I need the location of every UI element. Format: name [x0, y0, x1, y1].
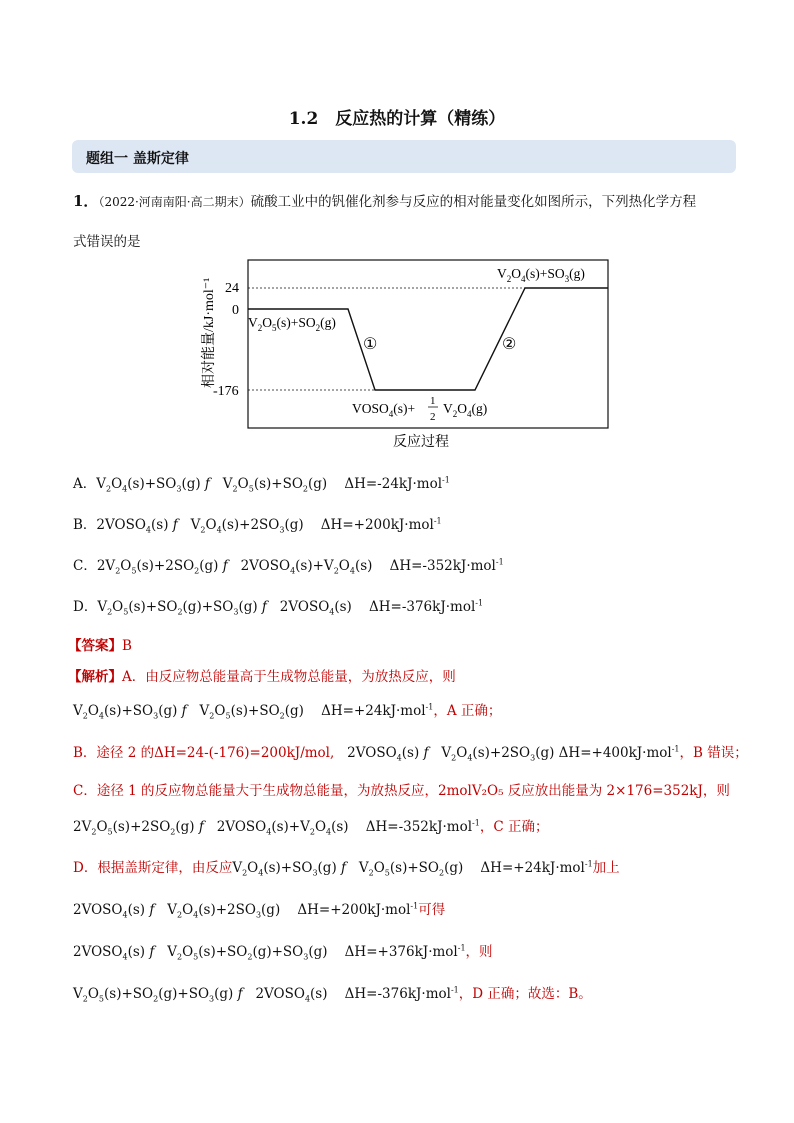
ytick-24: 24 [225, 281, 239, 296]
answer-value: B [122, 638, 132, 654]
option-a[interactable]: A．$V_2O_4(s)+SO_3(g)$ f $V_2O_5(s)+SO_2(g)$ ΔH=-24kJ·mol$^{-1}$ [73, 475, 450, 494]
analysis-a-equation: $V_2O_4(s)+SO_3(g)$ f $V_2O_5(s)+SO_2(g)$ ΔH=+24kJ·mol$^{-1}$，A 正确； [73, 702, 502, 721]
answer-tag: 【答案】 [68, 638, 122, 654]
analysis-c-equation: $2V_2O_5(s)+2SO_2(g)$ f $2VOSO_4(s)+V_2O_4(s)$ ΔH=-352kJ·mol$^{-1}$，C 正确； [73, 818, 549, 837]
y-axis-label: 相对能量/kJ·mol⁻¹ [202, 277, 217, 388]
half-numerator: 1 [430, 395, 436, 407]
x-axis-label: 反应过程 [393, 435, 449, 450]
species-v2o5-so2: $V_2O_5(s)+SO_2(g)$ [248, 315, 336, 333]
analysis-d-line: D．根据盖斯定律，由反应$V_2O_4(s)+SO_3(g)$ f $V_2O_5(s)+SO_2(g)$ ΔH=+24kJ·mol$^{-1}$加上 [73, 859, 620, 878]
question-number: 1． [73, 192, 99, 210]
question-stem-text: 硫酸工业中的钒催化剂参与反应的相对能量变化如图所示，下列热化学方程 [250, 194, 697, 210]
analysis-a-line: 【解析】A．由反应物总能量高于生成物总能量，为放热反应，则 [68, 669, 456, 685]
question-stem-line1 [73, 190, 696, 211]
analysis-b-line: B．途径 2 的ΔH=24-(-176)=200kJ/mol, $2VOSO_4(s)$ f $V_2O_4(s)+2SO_3(g)$ ΔH=+400kJ·mol$^{-1}$，B 错误； [73, 744, 748, 763]
option-c[interactable]: C．$2V_2O_5(s)+2SO_2(g)$ f $2VOSO_4(s)+V_2O_4(s)$ ΔH=-352kJ·mol$^{-1}$ [73, 557, 504, 576]
page-title: 1.2 反应热的计算（精练） [288, 109, 506, 129]
question-stem-line2: 式错误的是 [73, 234, 141, 250]
analysis-c-line: C．途径 1 的反应物总能量大于生成物总能量，为放热反应，2molV₂O₅ 反应放出能量为 2×176=352kJ，则 [73, 783, 730, 799]
option-b[interactable]: B．$2VOSO_4(s)$ f $V_2O_4(s)+2SO_3(g)$ ΔH=+200kJ·mol$^{-1}$ [73, 516, 442, 535]
species-v2o4-so3: $V_2O_4(s)+SO_3(g)$ [497, 266, 585, 284]
diagram-frame [248, 260, 608, 428]
analysis-d-eq3: $V_2O_5(s)+SO_2(g)+SO_3(g)$ f $2VOSO_4(s)$ ΔH=-376kJ·mol$^{-1}$，D 正确；故选：B。 [73, 985, 592, 1004]
half-denominator: 2 [430, 411, 436, 423]
analysis-tag: 【解析】 [68, 669, 122, 685]
group-header [72, 140, 736, 173]
ytick-minus176: -176 [213, 384, 239, 399]
analysis-d-eq2: $2VOSO_4(s)$ f $V_2O_5(s)+SO_2(g)+SO_3(g)$ ΔH=+376kJ·mol$^{-1}$，则 [73, 943, 493, 962]
step-1-marker: ① [363, 336, 378, 353]
group-title: 题组一 盖斯定律 [86, 151, 189, 167]
energy-path [248, 288, 608, 390]
energy-diagram [202, 248, 625, 453]
ytick-0: 0 [232, 303, 239, 318]
step-2-marker: ② [502, 336, 517, 353]
answer-line [68, 634, 132, 654]
species-voso4: $VOSO_4(s)+$ [352, 401, 416, 419]
species-v2o4-half: $V_2O_4(g)$ [443, 401, 488, 419]
option-d[interactable]: D．$V_2O_5(s)+SO_2(g)+SO_3(g)$ f $2VOSO_4(s)$ ΔH=-376kJ·mol$^{-1}$ [73, 598, 484, 617]
question-source: （2022·河南南阳·高二期末） [98, 195, 251, 209]
analysis-d-eq1: $2VOSO_4(s)$ f $V_2O_4(s)+2SO_3(g)$ ΔH=+200kJ·mol$^{-1}$可得 [73, 901, 446, 920]
